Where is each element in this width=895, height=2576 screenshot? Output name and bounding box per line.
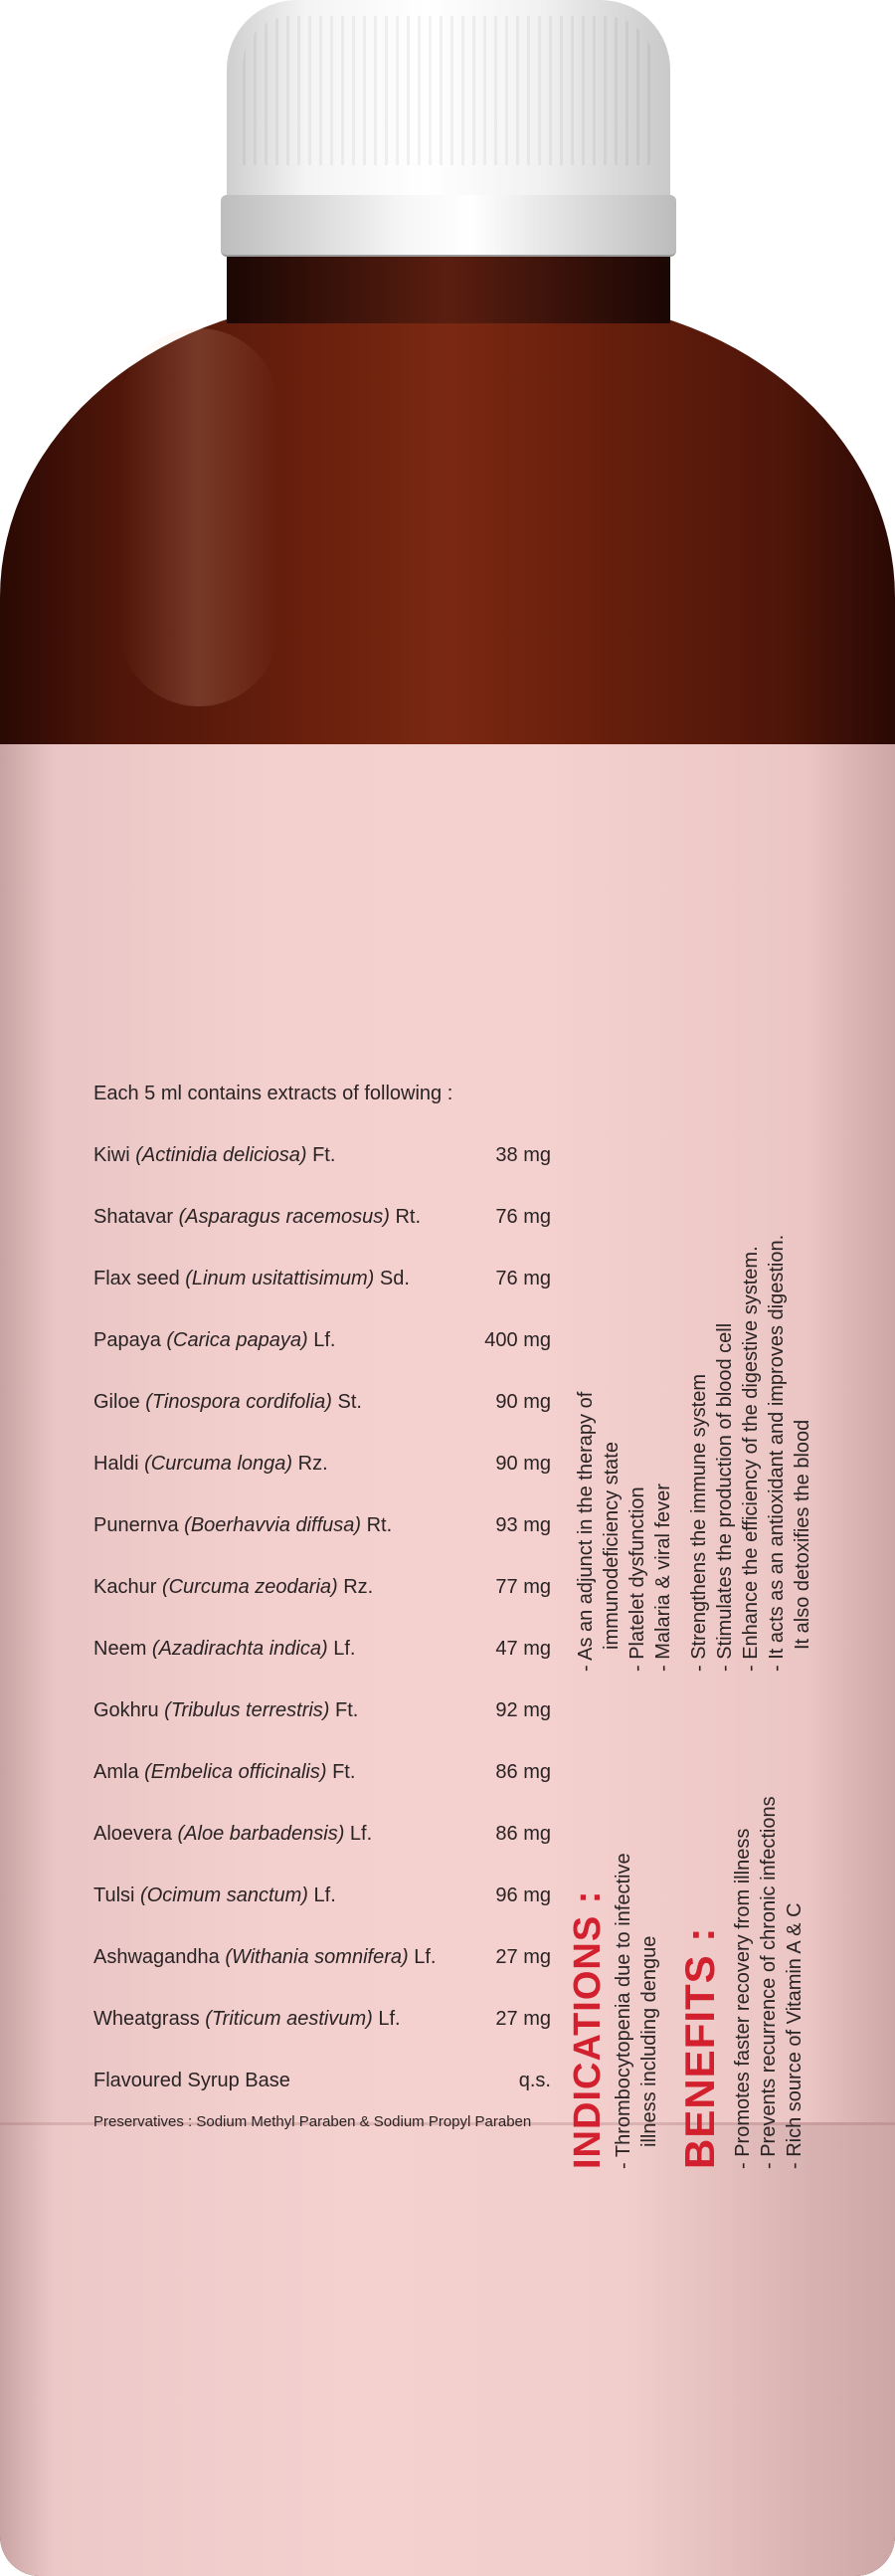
benefit-line: - Prevents recurrence of chronic infections (758, 1796, 780, 2169)
cap-ribs (243, 16, 654, 165)
ingredient-name: Kachur (Curcuma zeodaria) Rz. (93, 1576, 374, 1598)
ingredient-name: Papaya (Carica papaya) Lf. (93, 1329, 336, 1351)
benefit-line: - Enhance the efficiency of the digestive system. (740, 1246, 762, 1672)
ingredient-name: Flax seed (Linum usitattisimum) Sd. (93, 1268, 410, 1289)
ingredient-name: Neem (Azadirachta indica) Lf. (93, 1638, 356, 1660)
benefits-title: BENEFITS : (676, 1926, 723, 2169)
indication-line: - Platelet dysfunction (626, 1486, 648, 1672)
ingredient-row (93, 1206, 551, 1234)
glass-highlight (119, 328, 278, 706)
ingredient-name: Haldi (Curcuma longa) Rz. (93, 1453, 328, 1475)
ingredient-name: Flavoured Syrup Base (93, 2070, 290, 2091)
ingredient-row (93, 1453, 551, 1481)
indication-line: immunodeficiency state (601, 1442, 623, 1650)
ingredient-name: Shatavar (Asparagus racemosus) Rt. (93, 1206, 422, 1228)
ingredient-row (93, 1268, 551, 1295)
benefit-line: It also detoxifies the blood (792, 1419, 813, 1650)
cap-ring (221, 195, 676, 257)
ingredient-dose: 90 mg (495, 1391, 551, 1413)
ingredient-row (93, 2070, 551, 2097)
benefit-line: - Promotes faster recovery from illness (732, 1828, 754, 2169)
ingredient-dose: 93 mg (495, 1514, 551, 1536)
ingredient-dose: 76 mg (495, 1268, 551, 1289)
indication-line: - As an adjunct in the therapy of (575, 1391, 597, 1672)
info-panel (567, 1099, 855, 2169)
ingredient-name: Kiwi (Actinidia deliciosa) Ft. (93, 1144, 336, 1166)
ingredient-dose: q.s. (518, 2070, 551, 2091)
ingredient-dose: 47 mg (495, 1638, 551, 1660)
ingredient-name: Punernva (Boerhavvia diffusa) Rt. (93, 1514, 393, 1536)
indications-title: INDICATIONS : (567, 1889, 609, 2169)
ingredient-name: Ashwagandha (Withania somnifera) Lf. (93, 1946, 437, 1968)
preservatives-note: Preservatives : Sodium Methyl Paraben & Sodium Propyl Paraben (93, 2113, 532, 2130)
ingredient-dose: 86 mg (495, 1761, 551, 1783)
ingredient-name: Aloevera (Aloe barbadensis) Lf. (93, 1823, 373, 1845)
ingredient-dose: 77 mg (495, 1576, 551, 1598)
ingredient-row (93, 1391, 551, 1419)
ingredient-dose: 96 mg (495, 1884, 551, 1906)
indication-line: illness including dengue (638, 1935, 660, 2147)
bottle-neck (227, 254, 670, 323)
ingredient-name: Tulsi (Ocimum sanctum) Lf. (93, 1884, 336, 1906)
indication-line: - Thrombocytopenia due to infective (613, 1853, 634, 2169)
ingredient-row (93, 1514, 551, 1542)
ingredient-name: Amla (Embelica officinalis) Ft. (93, 1761, 356, 1783)
ingredient-row (93, 1946, 551, 1974)
ingredient-dose: 27 mg (495, 1946, 551, 1968)
ingredient-dose: 92 mg (495, 1699, 551, 1721)
ingredient-dose: 90 mg (495, 1453, 551, 1475)
ingredient-row (93, 1761, 551, 1789)
ingredient-row (93, 1823, 551, 1851)
ingredient-dose: 27 mg (495, 2008, 551, 2030)
ingredient-row (93, 2008, 551, 2036)
benefit-line: - Stimulates the production of blood cell (714, 1322, 736, 1672)
ingredient-dose: 86 mg (495, 1823, 551, 1845)
ingredient-dose: 400 mg (484, 1329, 551, 1351)
benefit-line: - Strengthens the immune system (688, 1373, 710, 1672)
ingredient-row (93, 1884, 551, 1912)
ingredient-row (93, 1576, 551, 1604)
ingredient-row (93, 1329, 551, 1357)
ingredient-dose: 76 mg (495, 1206, 551, 1228)
bottle-base (0, 2122, 895, 2576)
ingredient-name: Wheatgrass (Triticum aestivum) Lf. (93, 2008, 401, 2030)
ingredient-row (93, 1638, 551, 1666)
contents-heading: Each 5 ml contains extracts of following : (93, 1083, 453, 1104)
benefit-line: - It acts as an antioxidant and improves digestion. (766, 1234, 788, 1672)
benefit-line: - Rich source of Vitamin A & C (784, 1902, 806, 2169)
ingredient-name: Gokhru (Tribulus terrestris) Ft. (93, 1699, 359, 1721)
ingredient-row (93, 1144, 551, 1172)
indication-line: - Malaria & viral fever (652, 1484, 674, 1672)
ingredient-row (93, 1699, 551, 1727)
ingredient-dose: 38 mg (495, 1144, 551, 1166)
ingredient-name: Giloe (Tinospora cordifolia) St. (93, 1391, 362, 1413)
